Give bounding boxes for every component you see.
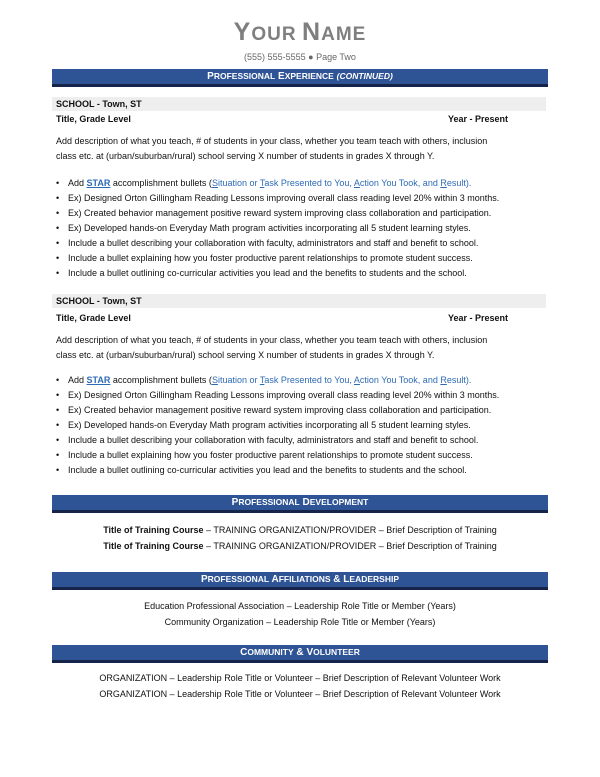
star-bullet: • Add STAR accomplishment bullets (Situation or Task Presented to You, Action You Took, and Result). xyxy=(68,176,558,191)
job-title-row xyxy=(56,312,508,324)
list-item: • Include a bullet explaining how you foster productive parent relationships to promote student success. xyxy=(68,251,558,266)
list-item: Title of Training Course – TRAINING ORGANIZATION/PROVIDER – Brief Description of Training xyxy=(103,541,497,551)
list-item: Title of Training Course – TRAINING ORGANIZATION/PROVIDER – Brief Description of Training xyxy=(103,525,497,535)
job-title-row xyxy=(56,113,508,125)
list-item: • Ex) Created behavior management positive reward system improving class collaboration and participation. xyxy=(68,403,558,418)
star-bullet: • Add STAR accomplishment bullets (Situation or Task Presented to You, Action You Took, and Result). xyxy=(68,373,558,388)
job-dates: Year - Present xyxy=(447,313,508,323)
job-description: Add description of what you teach, # of students in your class, whether you team teach with others, inclusion class etc. at (urban/suburban/rural) school serving X number of students in grades X through Y. xyxy=(56,136,488,161)
school-row: SCHOOL - Town, ST xyxy=(52,294,546,308)
list-item: • Include a bullet describing your collaboration with faculty, administrators and staff and benefit to school. xyxy=(68,236,558,251)
list-item: • Include a bullet describing your collaboration with faculty, administrators and staff and benefit to school. xyxy=(68,433,558,448)
list-item: • Ex) Developed hands-on Everyday Math program activities incorporating all 5 student learning styles. xyxy=(68,221,558,236)
bullet-separator: ● xyxy=(308,52,314,62)
list-item: • Ex) Designed Orton Gillingham Reading Lessons improving overall class reading level 20% within 3 months. xyxy=(68,191,558,206)
list-item: Community Organization – Leadership Role Title or Member (Years) xyxy=(164,617,436,627)
list-item: ORGANIZATION – Leadership Role Title or Volunteer – Brief Description of Relevant Volunteer Work xyxy=(99,689,501,699)
community-list xyxy=(52,670,548,702)
phone-number: (555) 555-5555 xyxy=(244,52,306,62)
school-row: SCHOOL - Town, ST xyxy=(52,97,546,111)
list-item: ORGANIZATION – Leadership Role Title or Volunteer – Brief Description of Relevant Volunteer Work xyxy=(99,673,501,683)
candidate-name: YOUR NAME xyxy=(233,18,367,46)
list-item: Education Professional Association – Leadership Role Title or Member (Years) xyxy=(144,601,456,611)
job-title: Title, Grade Level xyxy=(56,313,131,323)
section-header-experience: PROFESSIONAL EXPERIENCE (CONTINUED) xyxy=(52,69,548,87)
affiliations-list xyxy=(52,598,548,630)
list-item: • Ex) Designed Orton Gillingham Reading Lessons improving overall class reading level 20% within 3 months. xyxy=(68,388,558,403)
section-header-community: COMMUNITY & VOLUNTEER xyxy=(52,645,548,663)
development-list xyxy=(52,522,548,554)
job-title: Title, Grade Level xyxy=(56,114,131,124)
job-bullets xyxy=(56,176,558,281)
list-item: • Include a bullet explaining how you foster productive parent relationships to promote student success. xyxy=(68,448,558,463)
job-dates: Year - Present xyxy=(447,114,508,124)
job-description: Add description of what you teach, # of students in your class, whether you team teach with others, inclusion class etc. at (urban/suburban/rural) school serving X number of students in grades X through Y. xyxy=(56,335,488,360)
section-header-affiliations: PROFESSIONAL AFFILIATIONS & LEADERSHIP xyxy=(52,572,548,590)
section-header-development: PROFESSIONAL DEVELOPMENT xyxy=(52,495,548,513)
list-item: • Include a bullet outlining co-curricular activities you lead and the benefits to students and the school. xyxy=(68,266,558,281)
page-label: Page Two xyxy=(316,52,356,62)
list-item: • Ex) Created behavior management positive reward system improving class collaboration and participation. xyxy=(68,206,558,221)
contact-line xyxy=(0,52,600,62)
job-bullets xyxy=(56,373,558,478)
list-item: • Include a bullet outlining co-curricular activities you lead and the benefits to students and the school. xyxy=(68,463,558,478)
list-item: • Ex) Developed hands-on Everyday Math program activities incorporating all 5 student learning styles. xyxy=(68,418,558,433)
